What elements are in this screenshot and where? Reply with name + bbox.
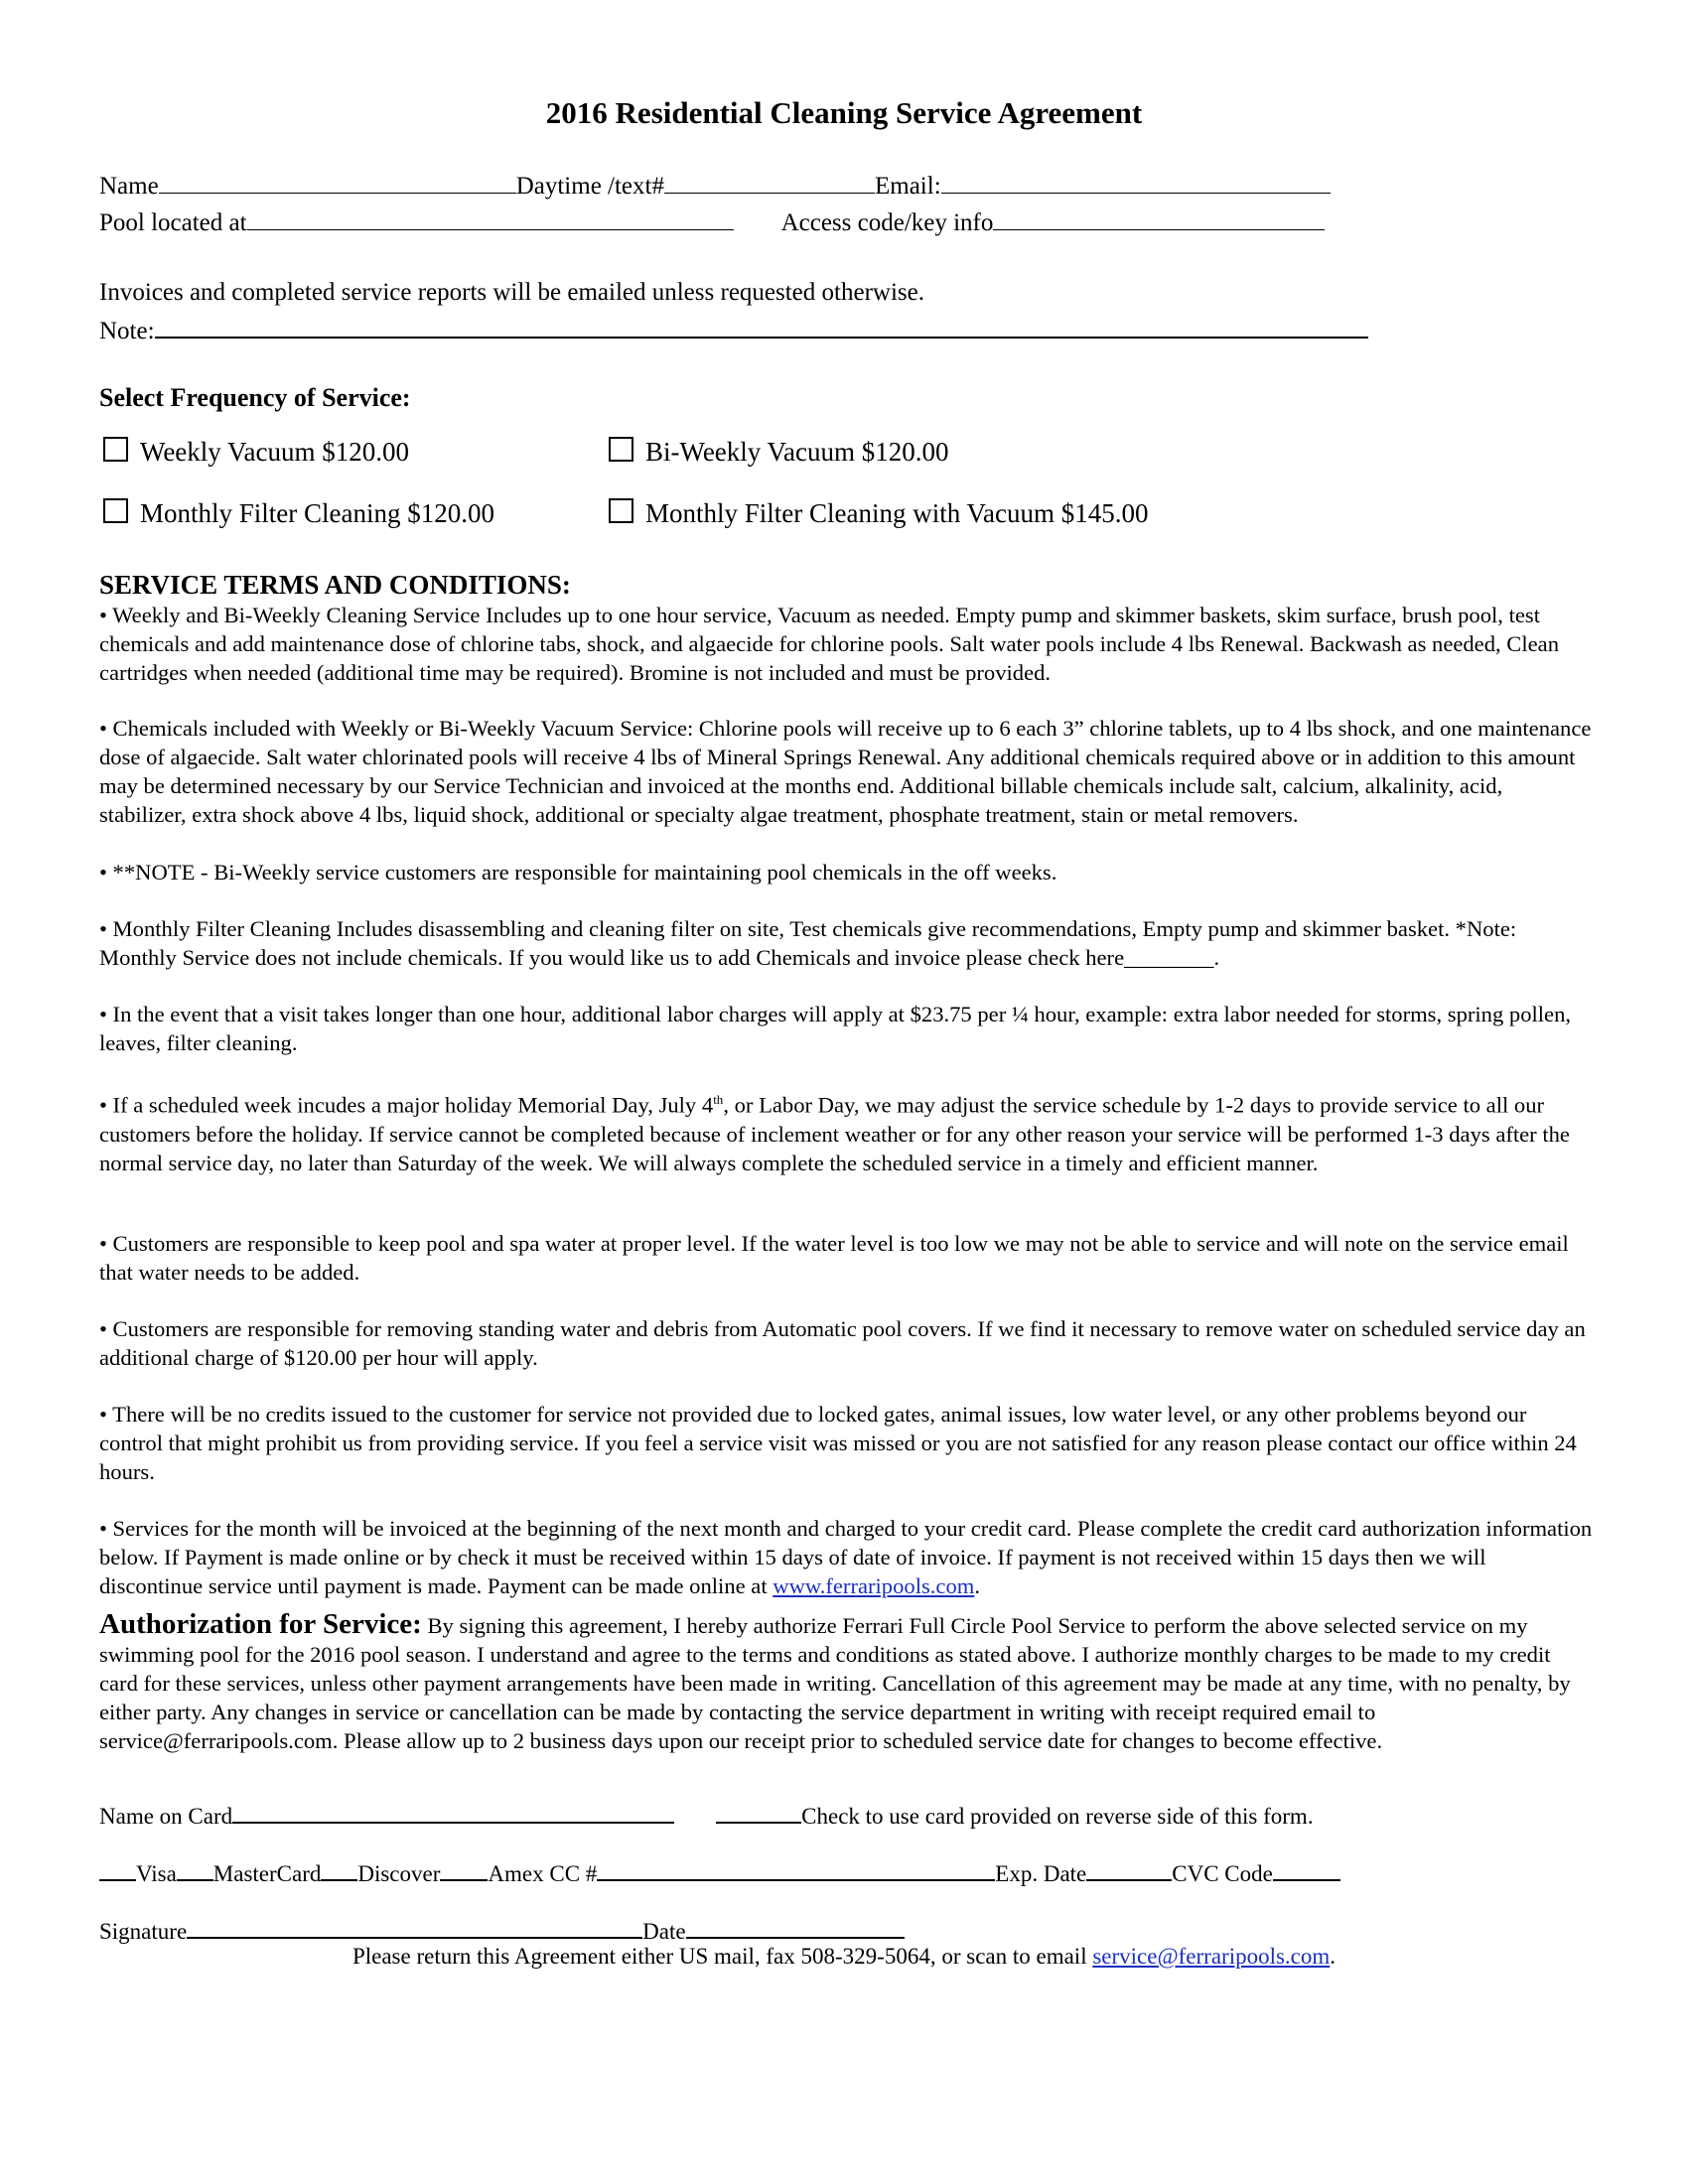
card-name-row bbox=[99, 1800, 1314, 1830]
discover-label: Discover bbox=[357, 1861, 441, 1886]
invoice-note: Invoices and completed service reports will be emailed unless requested otherwise. bbox=[99, 279, 924, 306]
website-link[interactable]: www.ferraripools.com bbox=[773, 1573, 975, 1598]
option-label: Weekly Vacuum $120.00 bbox=[140, 437, 410, 467]
pool-label: Pool located at bbox=[99, 209, 247, 236]
option-weekly-vacuum[interactable] bbox=[103, 437, 409, 468]
email-label: Email: bbox=[874, 173, 941, 200]
card-number-field[interactable] bbox=[597, 1857, 995, 1881]
frequency-heading: Select Frequency of Service: bbox=[99, 383, 411, 412]
check-reverse-label: Check to use card provided on reverse side of this form. bbox=[801, 1804, 1314, 1829]
superscript: th bbox=[713, 1092, 724, 1107]
discover-checkbox[interactable] bbox=[321, 1857, 357, 1881]
option-monthly-filter[interactable] bbox=[103, 498, 494, 529]
terms-paragraph: • Monthly Filter Cleaning Includes disassembling and cleaning filter on site, Test chemicals give recommendations, Empty pump and skimmer basket. *Note: Monthly Service does not include chemicals. If you would like us to add Chemicals and invoice please check here________. bbox=[99, 916, 1517, 970]
footer-text: . bbox=[1330, 1944, 1336, 1969]
mastercard-label: MasterCard bbox=[212, 1861, 322, 1886]
checkbox-biweekly-vacuum[interactable] bbox=[609, 437, 633, 462]
terms-text: • If a scheduled week incudes a major holiday Memorial Day, July 4 bbox=[99, 1092, 714, 1118]
terms-text: . bbox=[974, 1573, 980, 1598]
note-field[interactable] bbox=[155, 315, 1368, 339]
cvc-label: CVC Code bbox=[1172, 1861, 1273, 1886]
signature-row bbox=[99, 1915, 905, 1945]
terms-paragraph: • In the event that a visit takes longer than one hour, additional labor charges will apply at $23.75 per ¼ hour, example: extra labor needed for storms, spring pollen, leaves, filter cleaning. bbox=[99, 1002, 1572, 1055]
checkbox-weekly-vacuum[interactable] bbox=[103, 437, 128, 462]
daytime-label: Daytime /text# bbox=[515, 173, 664, 200]
name-on-card-label: Name on Card bbox=[99, 1804, 233, 1829]
mastercard-checkbox[interactable] bbox=[177, 1857, 213, 1881]
terms-paragraph: • Customers are responsible for removing standing water and debris from Automatic pool covers. If we find it necessary to remove water on scheduled service day an additional charge of $120.00 per hour will apply. bbox=[99, 1316, 1586, 1370]
access-code-field[interactable] bbox=[993, 207, 1325, 230]
terms-paragraph: • **NOTE - Bi-Weekly service customers are responsible for maintaining pool chemicals in the off weeks. bbox=[99, 860, 1057, 885]
terms-paragraph: • There will be no credits issued to the customer for service not provided due to locked gates, animal issues, low water level, or any other problems beyond our control that might prohibit us from providing service. If you feel a service visit was missed or you are not satisfied for any reason please contact our office within 24 hours. bbox=[99, 1402, 1577, 1484]
daytime-field[interactable] bbox=[664, 171, 875, 194]
signature-field[interactable] bbox=[187, 1915, 642, 1939]
return-instructions bbox=[99, 1944, 1589, 1970]
terms-text: • Services for the month will be invoiced at the beginning of the next month and charged to your credit card. Please complete the credit card authorization information below. If Payment is made online or by check it must be received within 15 days of date of invoice. If payment is not received within 15 days then we will discontinue service until payment is made. Payment can be made online at bbox=[99, 1516, 1593, 1598]
name-label: Name bbox=[99, 173, 159, 200]
signature-label: Signature bbox=[99, 1919, 188, 1944]
check-reverse-field[interactable] bbox=[716, 1800, 801, 1824]
authorization-body: By signing this agreement, I hereby authorize Ferrari Full Circle Pool Service to perform the above selected service on my swimming pool for the 2016 pool season. I understand and agree to the terms and conditions as stated above. I authorize monthly charges to be made to my credit card for these services, unless other payment arrangements have been made in writing. Cancellation of this agreement may be made at any time, with no penalty, by either party. Any changes in service or cancellation can be made by contacting the service department in writing with receipt required email to service@ferraripools.com. Please allow up to 2 business days upon our receipt prior to scheduled service date for changes to become effective. bbox=[99, 1613, 1571, 1753]
date-label: Date bbox=[642, 1919, 686, 1944]
email-field[interactable] bbox=[941, 171, 1331, 194]
date-field[interactable] bbox=[686, 1915, 905, 1939]
pool-location-field[interactable] bbox=[247, 207, 734, 230]
terms-paragraph: • Weekly and Bi-Weekly Cleaning Service Includes up to one hour service, Vacuum as needed. Empty pump and skimmer baskets, skim surface, brush pool, test chemicals and add maintenance dose of chlorine tabs, shock, and algaecide for chlorine pools. Salt water pools include 4 lbs Renewal. Backwash as needed, Clean cartridges when needed (additional time may be required). Bromine is not included and must be provided. bbox=[99, 603, 1559, 685]
visa-label: Visa bbox=[136, 1861, 177, 1886]
terms-paragraph bbox=[99, 1085, 1594, 1177]
contact-row bbox=[99, 171, 1331, 201]
note-row bbox=[99, 315, 1368, 345]
authorization-heading: Authorization for Service: bbox=[99, 1608, 422, 1640]
name-on-card-field[interactable] bbox=[232, 1800, 674, 1824]
amex-checkbox[interactable] bbox=[440, 1857, 488, 1881]
card-type-row bbox=[99, 1857, 1340, 1887]
amex-label: Amex CC # bbox=[488, 1861, 598, 1886]
page-title: 2016 Residential Cleaning Service Agreement bbox=[545, 95, 1143, 130]
note-label: Note: bbox=[99, 318, 155, 344]
terms-paragraph: • Customers are responsible to keep pool and spa water at proper level. If the water level is too low we may not be able to service and will note on the service email that water needs to be added. bbox=[99, 1231, 1569, 1285]
terms-paragraph: • Chemicals included with Weekly or Bi-Weekly Vacuum Service: Chlorine pools will receive up to 6 each 3” chlorine tablets, up to 4 lbs shock, and one maintenance dose of algaecide. Salt water chlorinated pools will receive 4 lbs of Mineral Springs Renewal. Any additional chemicals required above or in addition to this amount may be determined necessary by our Service Technician and invoiced at the months end. Additional billable chemicals include salt, calcium, alkalinity, acid, stabilizer, extra shock above 4 lbs, liquid shock, additional or specialty algae treatment, phosphate treatment, stain or metal removers. bbox=[99, 716, 1592, 827]
terms-text: , or Labor Day, we may adjust the service schedule by 1-2 days to provide service to all our customers before the holiday. If service cannot be completed because of inclement weather or for any other reason your service will be performed 1-3 days after the normal service day, no later than Saturday of the week. We will always complete the scheduled service in a timely and efficient manner. bbox=[99, 1092, 1570, 1175]
authorization-paragraph bbox=[99, 1610, 1594, 1755]
name-field[interactable] bbox=[159, 171, 516, 194]
option-label: Monthly Filter Cleaning with Vacuum $145.00 bbox=[645, 498, 1149, 528]
service-email-link[interactable]: service@ferraripools.com bbox=[1092, 1944, 1331, 1969]
terms-paragraph bbox=[99, 1514, 1594, 1600]
visa-checkbox[interactable] bbox=[99, 1857, 136, 1881]
option-label: Bi-Weekly Vacuum $120.00 bbox=[645, 437, 949, 467]
checkbox-monthly-filter-vacuum[interactable] bbox=[609, 498, 633, 523]
footer-text: Please return this Agreement either US mail, fax 508-329-5064, or scan to email bbox=[352, 1944, 1093, 1969]
cvc-field[interactable] bbox=[1273, 1857, 1340, 1881]
terms-heading: SERVICE TERMS AND CONDITIONS: bbox=[99, 570, 571, 600]
pool-row bbox=[99, 207, 1325, 237]
option-monthly-filter-vacuum[interactable] bbox=[609, 498, 1148, 529]
access-label: Access code/key info bbox=[780, 209, 994, 236]
exp-date-field[interactable] bbox=[1086, 1857, 1172, 1881]
option-label: Monthly Filter Cleaning $120.00 bbox=[140, 498, 494, 528]
checkbox-monthly-filter[interactable] bbox=[103, 498, 128, 523]
exp-date-label: Exp. Date bbox=[995, 1861, 1087, 1886]
option-biweekly-vacuum[interactable] bbox=[609, 437, 949, 468]
